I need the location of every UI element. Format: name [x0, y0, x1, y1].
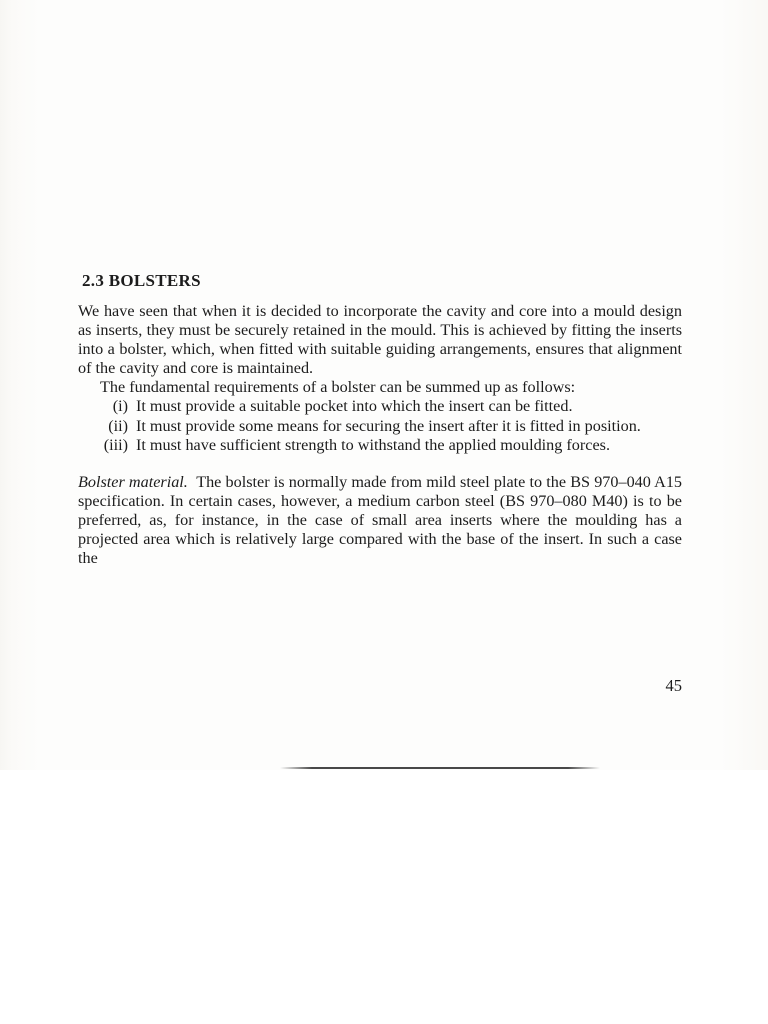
list-item-number: (i): [112, 397, 128, 416]
list-item: [78, 397, 682, 416]
list-item: [78, 417, 682, 436]
page-number: 45: [665, 676, 682, 695]
section-heading: 2.3 BOLSTERS: [82, 271, 201, 290]
blank-area: [0, 770, 768, 1024]
intro-paragraph: We have seen that when it is decided to incorporate the cavity and core into a mould design as inserts, they must be securely retained in the mould. This is achieved by fitting the inserts into a bolster, which, when fitted with suitable guiding arrangements, ensures that alignment of the cavity and core is maintained.: [78, 302, 682, 378]
list-item-number: (iii): [103, 435, 128, 454]
list-item-text: It must provide some means for securing the insert after it is fitted in position.: [136, 416, 641, 435]
list-item: [78, 436, 682, 455]
bolster-material-lead: Bolster material.: [78, 472, 188, 491]
text-block: [78, 270, 682, 568]
list-item-text: It must provide a suitable pocket into which the insert can be fitted.: [136, 397, 573, 416]
bolster-material-text: The bolster is normally made from mild steel plate to the BS 970–040 A15 specification. In certain cases, however, a medium carbon steel (BS 970–080 M40) is to be preferred, as, for instance, in the case of small area inserts where the moulding has a projected area which is relatively large compared with the base of the insert. In such a case the: [78, 472, 683, 568]
requirements-list: [78, 397, 682, 454]
list-item-number: (ii): [108, 416, 128, 435]
page-edge-line: [280, 767, 600, 769]
requirements-intro-paragraph: The fundamental requirements of a bolster can be summed up as follows:: [100, 378, 576, 397]
list-item-text: It must have sufficient strength to withstand the applied moulding forces.: [136, 435, 610, 454]
bolster-material-paragraph: [78, 473, 682, 568]
